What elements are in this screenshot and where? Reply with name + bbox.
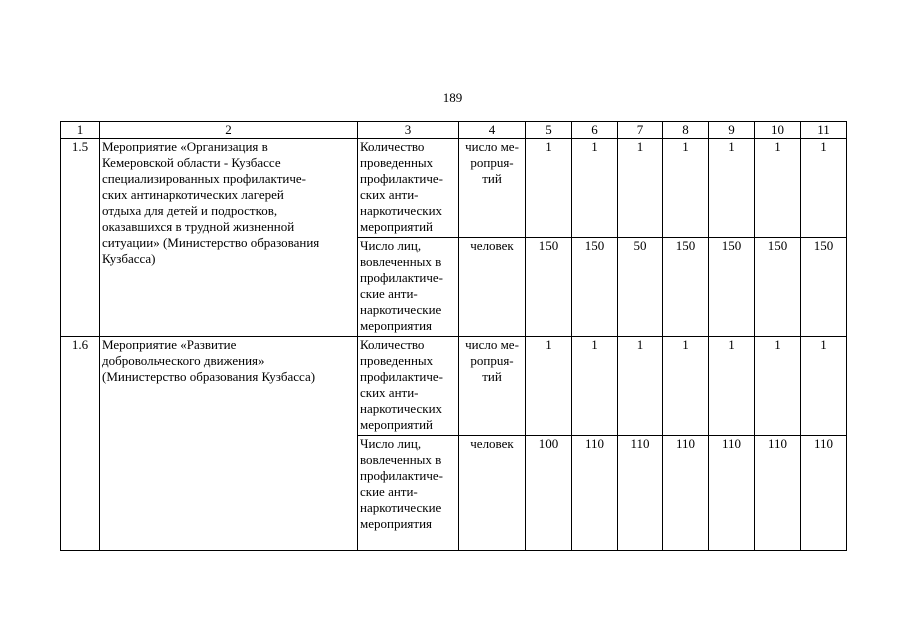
indicators-table — [60, 121, 847, 551]
indicator-value: 110 — [663, 436, 709, 551]
indicator-value: 1 — [709, 139, 755, 238]
indicator-value: 150 — [709, 238, 755, 337]
row-number: 1.6 — [61, 337, 100, 551]
column-header: 10 — [755, 122, 801, 139]
column-header: 4 — [459, 122, 526, 139]
indicator-value: 1 — [526, 139, 572, 238]
indicator-value: 1 — [709, 337, 755, 436]
column-header: 7 — [618, 122, 663, 139]
table-body — [61, 122, 847, 551]
indicator-value: 1 — [572, 139, 618, 238]
row-number: 1.5 — [61, 139, 100, 337]
indicator-unit: число ме- ропрuя- тий — [459, 139, 526, 238]
indicator-unit: человек — [459, 436, 526, 551]
indicator-unit: человек — [459, 238, 526, 337]
indicator-name: Число лиц, вовлеченных в профилактиче- ские анти- наркотические мероприятия — [358, 238, 459, 337]
column-header: 11 — [801, 122, 847, 139]
indicator-name: Число лиц, вовлеченных в профилактиче- ские анти- наркотические мероприятия — [358, 436, 459, 551]
column-header: 9 — [709, 122, 755, 139]
indicator-name: Количество проведенных профилактиче- ских анти- наркотических мероприятий — [358, 139, 459, 238]
indicator-value: 1 — [755, 139, 801, 238]
indicator-name: Количество проведенных профилактиче- ских анти- наркотических мероприятий — [358, 337, 459, 436]
column-header: 2 — [100, 122, 358, 139]
page-number: 189 — [442, 90, 463, 105]
column-header-row — [61, 122, 847, 139]
indicator-value: 110 — [801, 436, 847, 551]
indicator-value: 150 — [801, 238, 847, 337]
indicator-value: 1 — [663, 337, 709, 436]
measure-title: Мероприятие «Организация в Кемеровской области - Кузбассе специализированных профилактиче- ских антинаркотических лагерей отдыха для детей и подростков, оказавшихся в трудной жизненной ситуации» (Министерство образования Кузбасса) — [100, 139, 358, 337]
indicator-value: 110 — [709, 436, 755, 551]
table-row — [61, 337, 847, 436]
column-header: 5 — [526, 122, 572, 139]
indicator-value: 1 — [801, 337, 847, 436]
indicator-value: 150 — [755, 238, 801, 337]
measure-title: Мероприятие «Развитие добровольческого движения» (Министерство образования Кузбасса) — [100, 337, 358, 551]
indicator-value: 150 — [663, 238, 709, 337]
column-header: 3 — [358, 122, 459, 139]
table-row — [61, 139, 847, 238]
indicator-value: 1 — [618, 337, 663, 436]
indicator-value: 1 — [801, 139, 847, 238]
indicator-unit: число ме- ропрuя- тий — [459, 337, 526, 436]
indicator-value: 150 — [526, 238, 572, 337]
indicator-value: 110 — [755, 436, 801, 551]
indicator-value: 110 — [572, 436, 618, 551]
indicator-value: 1 — [526, 337, 572, 436]
indicator-value: 150 — [572, 238, 618, 337]
column-header: 8 — [663, 122, 709, 139]
indicator-value: 1 — [618, 139, 663, 238]
column-header: 6 — [572, 122, 618, 139]
indicator-value: 110 — [618, 436, 663, 551]
indicator-value: 1 — [572, 337, 618, 436]
indicator-value: 50 — [618, 238, 663, 337]
indicator-value: 1 — [663, 139, 709, 238]
column-header: 1 — [61, 122, 100, 139]
indicator-value: 1 — [755, 337, 801, 436]
indicator-value: 100 — [526, 436, 572, 551]
